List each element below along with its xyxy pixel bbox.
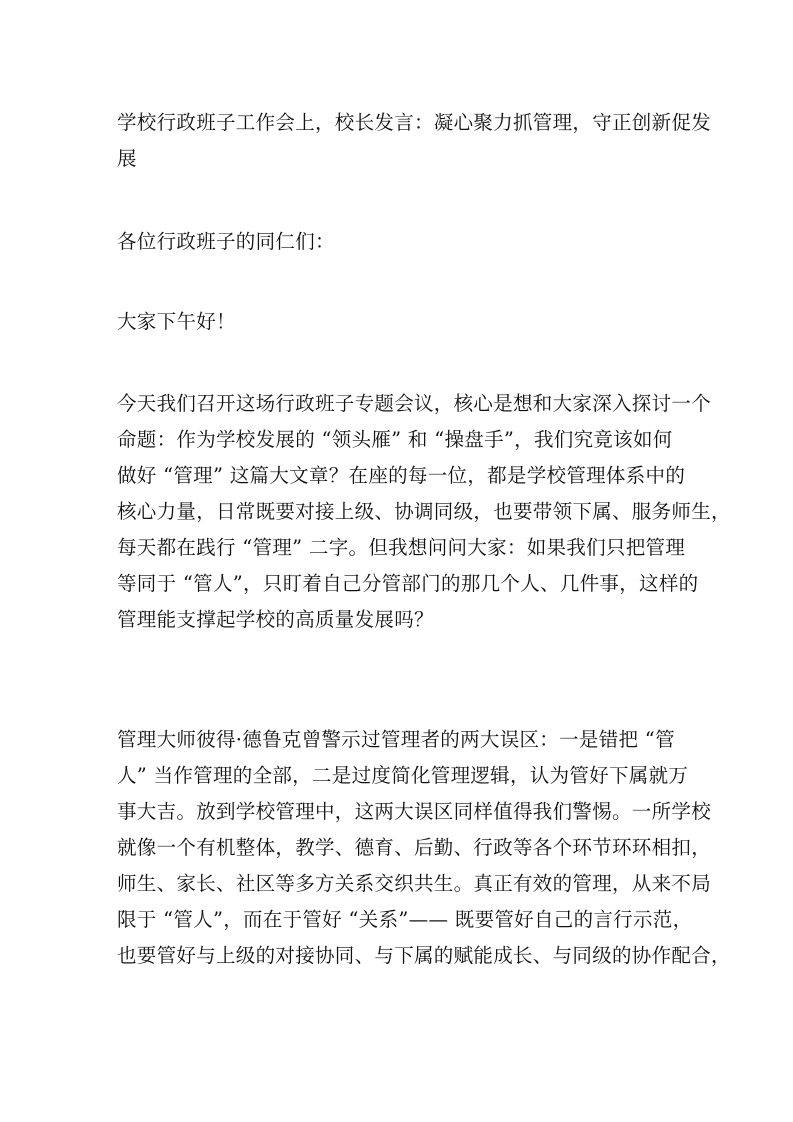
title-line-1: 学校行政班子工作会上，校长发言：凝心聚力抓管理，守正创新促发: [117, 111, 712, 134]
paragraph-line: 管理能支撑起学校的高质量发展吗？: [117, 608, 434, 631]
greeting: 大家下午好！: [117, 310, 236, 333]
salutation: 各位行政班子的同仁们：: [117, 230, 335, 253]
paragraph-line: 也要管好与上级的对接协同、与下属的赋能成长、与同级的协作配合，: [117, 944, 731, 967]
paragraph-line: 人” 当作管理的全部，二是过度简化管理逻辑，认为管好下属就万: [117, 764, 689, 787]
paragraph-line: 事大吉。放到学校管理中，这两大误区同样值得我们警惕。一所学校: [117, 800, 712, 823]
paragraph-line: 核心力量，日常既要对接上级、协调同级，也要带领下属、服务师生，: [117, 500, 731, 523]
paragraph-line: 就像一个有机整体，教学、德育、后勤、行政等各个环节环环相扣，: [117, 836, 712, 859]
paragraph-line: 等同于 “管人”，只盯着自己分管部门的那几个人、几件事，这样的: [117, 572, 699, 595]
paragraph-line: 限于 “管人”，而在于管好 “关系”—— 既要管好自己的言行示范，: [117, 908, 693, 931]
paragraph-line: 师生、家长、社区等多方关系交织共生。真正有效的管理，从来不局: [117, 872, 712, 895]
paragraph-line: 每天都在践行 “管理” 二字。但我想问问大家：如果我们只把管理: [117, 536, 686, 559]
paragraph-line: 做好 “管理” 这篇大文章？在座的每一位，都是学校管理体系中的: [117, 464, 686, 487]
paragraph-line: 管理大师彼得·德鲁克曾警示过管理者的两大误区：一是错把 “管: [117, 728, 675, 751]
title-line-2: 展: [117, 147, 137, 170]
paragraph-line: 命题：作为学校发展的 “领头雁” 和 “操盘手”，我们究竟该如何: [117, 428, 673, 451]
paragraph-line: 今天我们召开这场行政班子专题会议，核心是想和大家深入探讨一个: [117, 392, 712, 415]
